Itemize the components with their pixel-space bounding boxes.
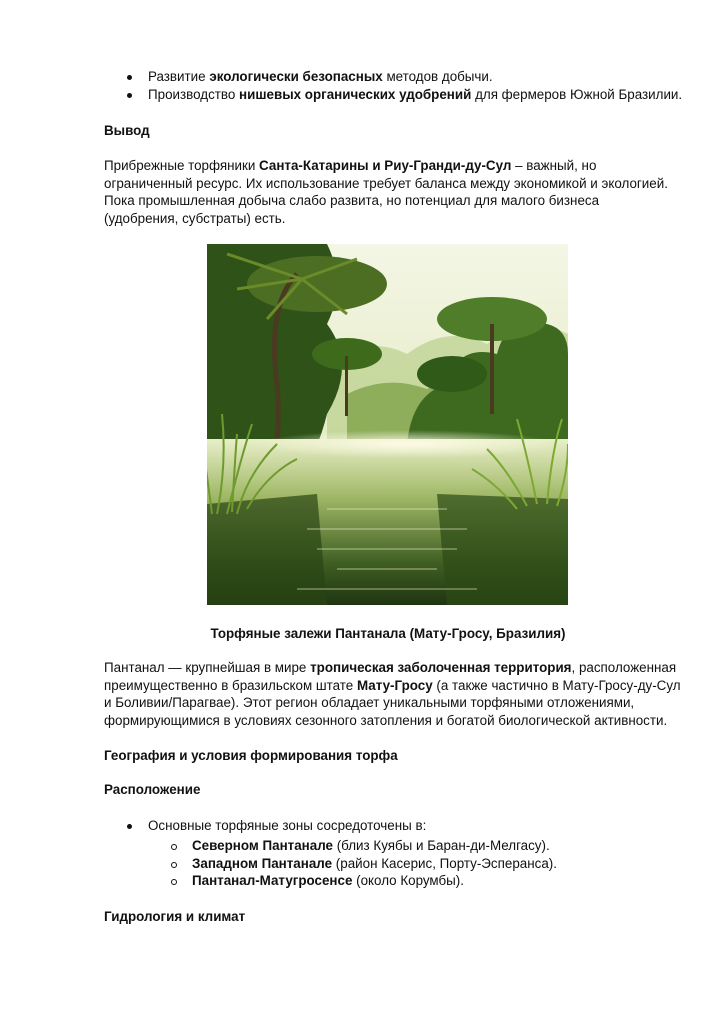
- list-item: Основные торфяные зоны сосредоточены в:: [104, 817, 684, 835]
- list-item: Производство нишевых органических удобрений для фермеров Южной Бразилии.: [104, 86, 684, 104]
- location-bullet-list: [104, 817, 684, 835]
- list-item: Развитие экологически безопасных методов добычи.: [104, 68, 684, 86]
- hydrology-heading: Гидрология и климат: [104, 909, 246, 924]
- location-sub-list: [104, 837, 684, 890]
- top-bullet-list: [104, 68, 684, 103]
- location-heading: Расположение: [104, 782, 201, 797]
- pantanal-photo: [207, 244, 568, 605]
- list-item: Западном Пантанале (район Касерис, Порту-Эсперанса).: [104, 855, 684, 873]
- geography-heading: География и условия формирования торфа: [104, 748, 398, 763]
- conclusion-heading: Вывод: [104, 123, 150, 138]
- conclusion-paragraph: Прибрежные торфяники Санта-Катарины и Риу-Гранди-ду-Сул – важный, но ограниченный ресурс. Их использование требует баланса между экономикой и экологией. Пока промышленная добыча слабо развита, но потенциал для малого бизнеса (удобрения, субстраты) есть.: [104, 158, 668, 226]
- list-item: Северном Пантанале (близ Куябы и Баран-ди-Мелгасу).: [104, 837, 684, 855]
- intro-paragraph: Пантанал — крупнейшая в мире тропическая заболоченная территория, расположенная преимущественно в бразильском штате Мату-Гросу (а также частично в Мату-Гросу-ду-Сул и Боливии/Парагвае). Этот регион обладает уникальными торфяными отложениями, формирующимися в условиях сезонного затопления и богатой биологической активности.: [104, 660, 681, 728]
- list-item: Пантанал-Матугросенсе (около Корумбы).: [104, 872, 684, 890]
- figure-caption: Торфяные залежи Пантанала (Мату-Гросу, Бразилия): [210, 626, 566, 641]
